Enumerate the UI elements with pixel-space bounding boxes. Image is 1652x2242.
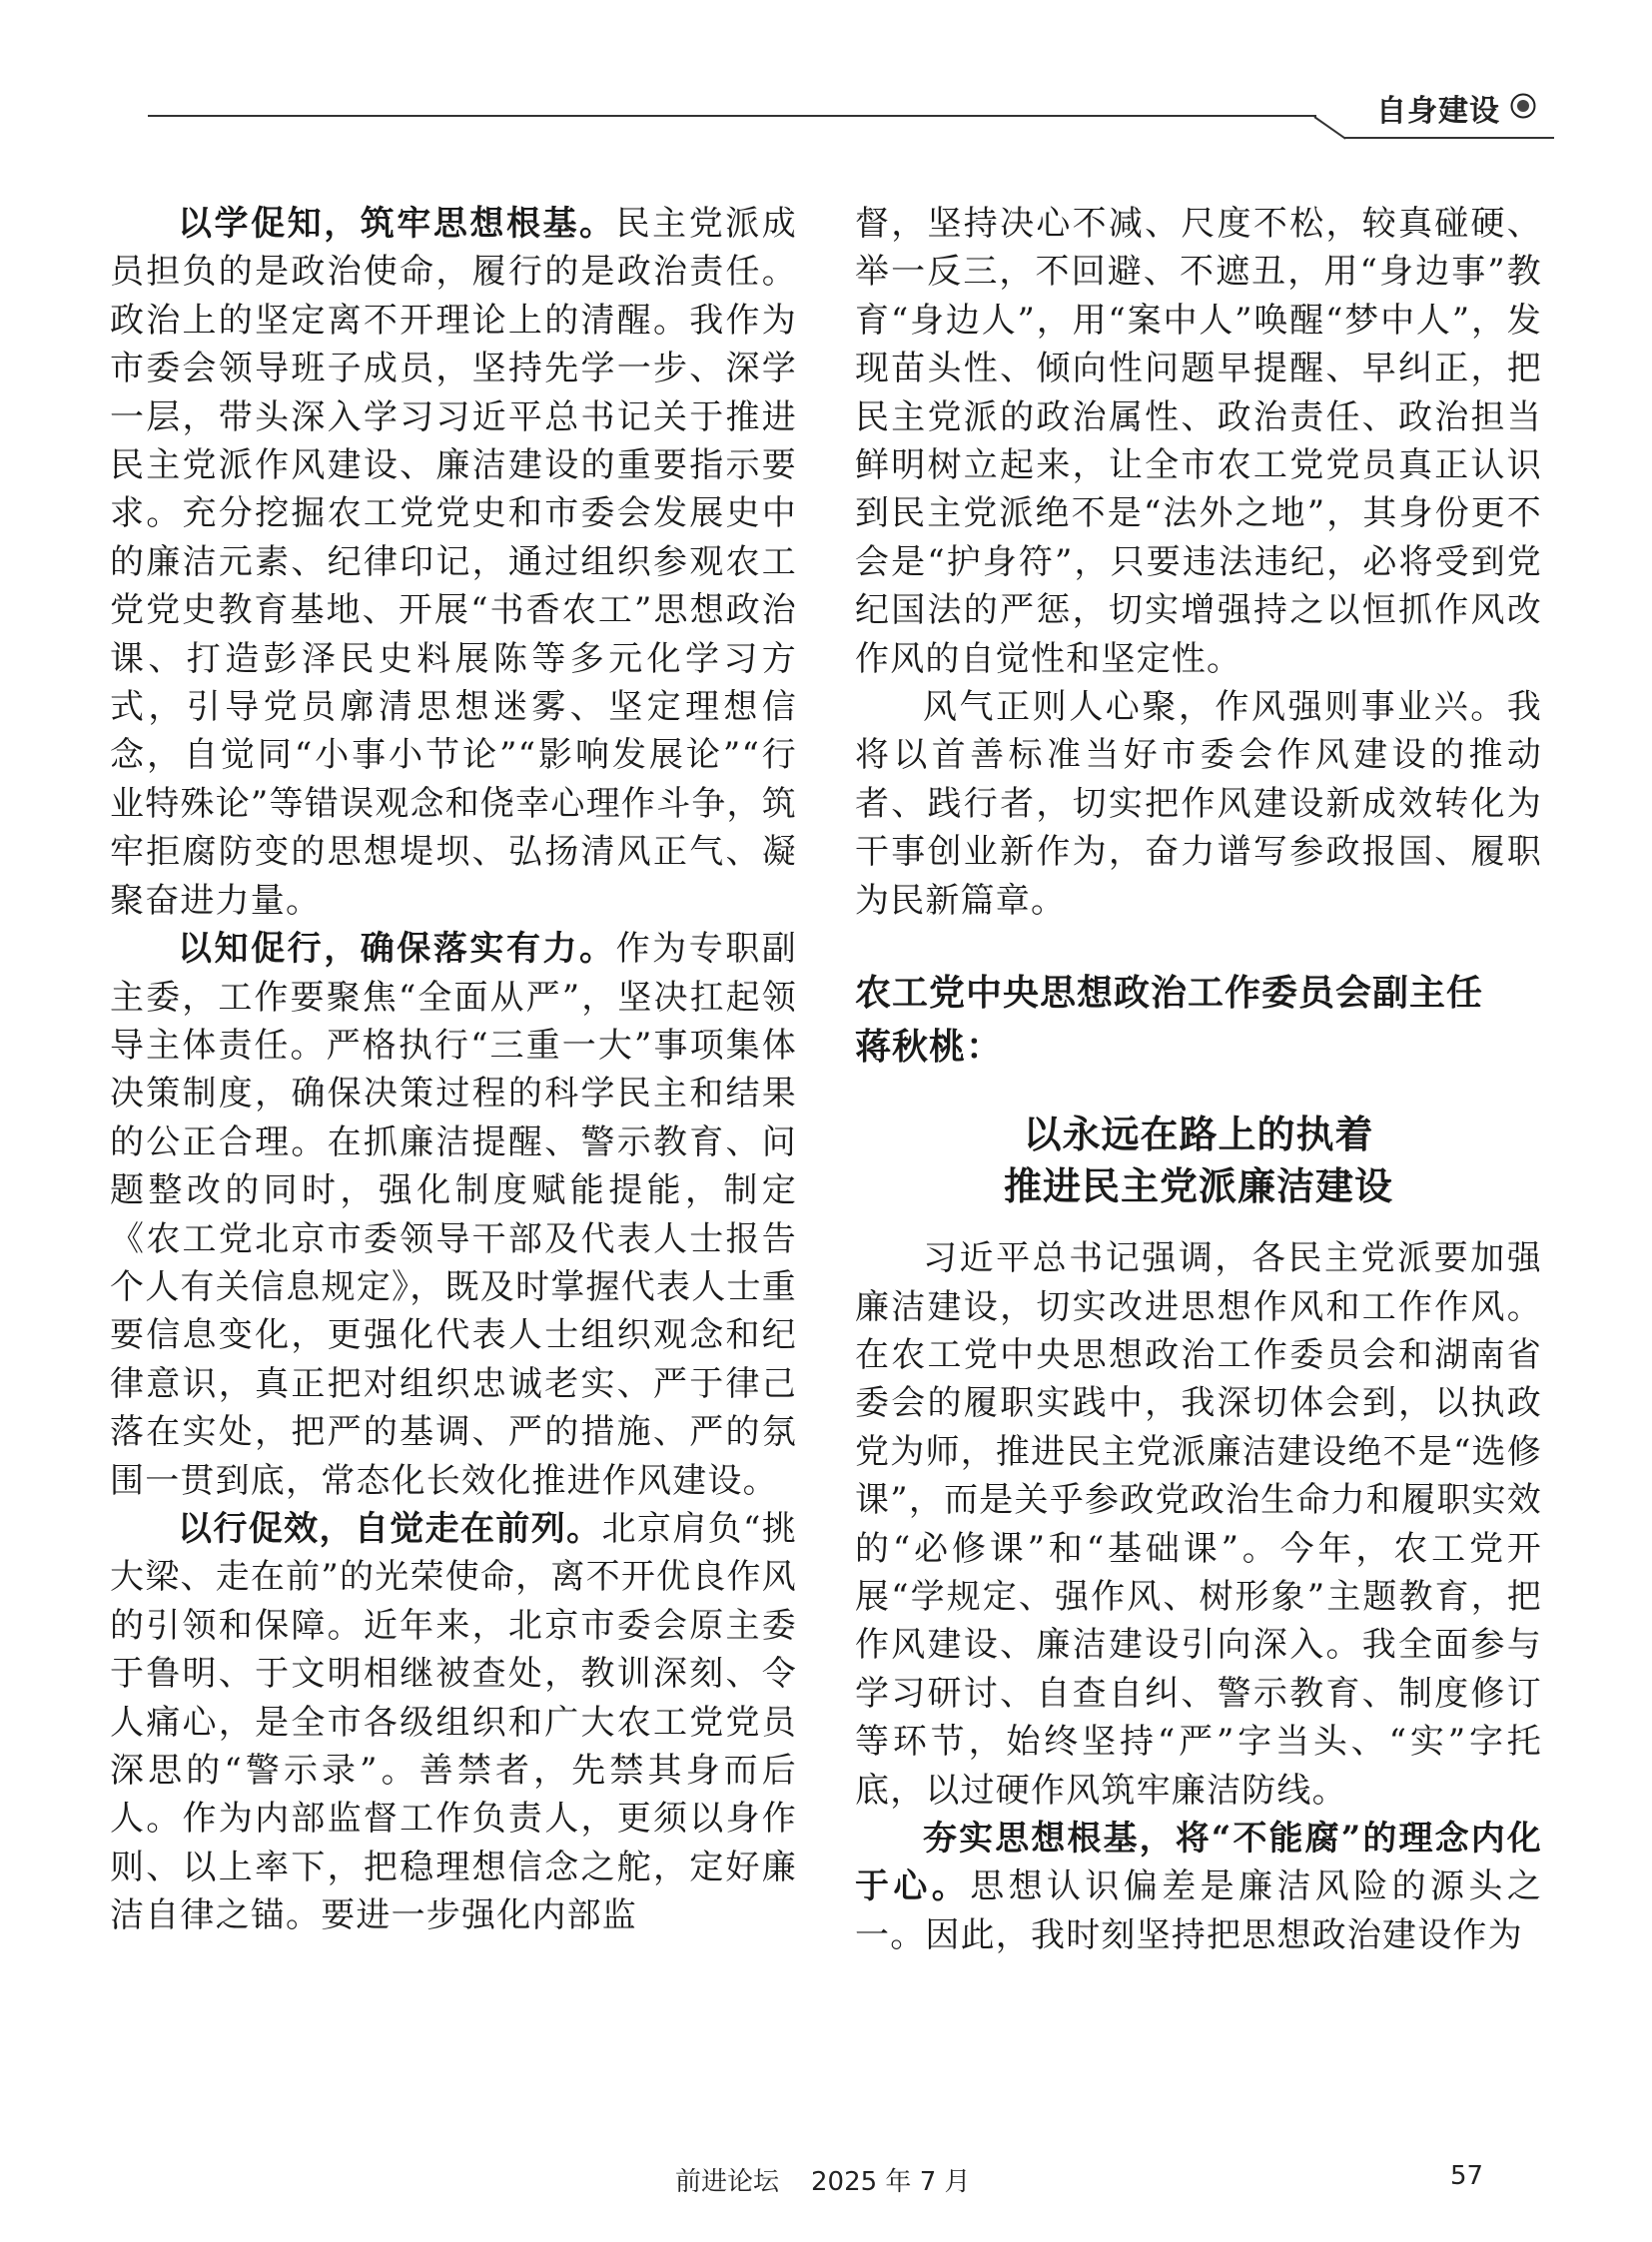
- paragraph-lead: 以行促效，自觉走在前列。: [178, 1508, 602, 1549]
- header-rule: [148, 115, 1316, 117]
- paragraph: [110, 925, 797, 1505]
- section-label: 自身建设: [1376, 94, 1500, 129]
- footer-publication: 前进论坛: [675, 2167, 780, 2197]
- continued-paragraph: 督，坚持决心不减、尺度不松，较真碰硬、举一反三，不回避、不遮丑，用“身边事”教育“身边人”，用“案中人”唤醒“梦中人”，发现苗头性、倾向性问题早提醒、早纠正，把民主党派的政治属性、政治责任、政治担当鲜明树立起来，让全市农工党党员真正认识到民主党派绝不是“法外之地”，其身份更不会是“护身符”，只要违法违纪，必将受到党纪国法的严惩，切实增强持之以恒抓作风改作风的自觉性和坚定性。: [855, 204, 1542, 679]
- paragraph-lead: 以知促行，确保落实有力。: [178, 929, 616, 970]
- closing-paragraph: 风气正则人心聚，作风强则事业兴。我将以首善标准当好市委会作风建设的推动者、践行者，切实把作风建设新成效转化为干事创业新作为，奋力谱写参政报国、履职为民新篇章。: [855, 687, 1542, 921]
- footer-issue: 2025 年 7 月: [811, 2167, 971, 2197]
- speaker-title: 农工党中央思想政治工作委员会副主任: [855, 973, 1484, 1015]
- paragraph-text: 民主党派成员担负的是政治使命，履行的是政治责任。政治上的坚定离不开理论上的清醒。我作为市委会领导班子成员，坚持先学一步、深学一层，带头深入学习习近平总书记关于推进民主党派作风建设、廉洁建设的重要指示要求。充分挖掘农工党党史和市委会发展史中的廉洁元素、纪律印记，通过组织参观农工党党史教育基地、开展“书香农工”思想政治课、打造彭泽民史料展陈等多元化学习方式，引导党员廓清思想迷雾、坚定理想信念，自觉同“小事小节论”“影响发展论”“行业特殊论”等错误观念和侥幸心理作斗争，筑牢拒腐防变的思想堤坝、弘扬清风正气、凝聚奋进力量。: [110, 204, 798, 921]
- header-rule-right: [1344, 137, 1554, 139]
- page-number: 57: [1450, 2161, 1484, 2191]
- article-title-line2: 推进民主党派廉洁建设: [1003, 1164, 1393, 1209]
- paragraph: [110, 1505, 797, 1940]
- speaker-heading: [855, 967, 1542, 1075]
- article-title-line1: 以永远在路上的执着: [1023, 1113, 1374, 1157]
- paragraph-lead: 以学促知，筑牢思想根基。: [178, 204, 616, 244]
- speaker-name: 蒋秋桃：: [855, 1027, 1004, 1069]
- intro-paragraph: 习近平总书记强调，各民主党派要加强廉洁建设，切实改进思想作风和工作作风。在农工党中央思想政治工作委员会和湖南省委会的履职实践中，我深切体会到，以执政党为师，推进民主党派廉洁建设绝不是“选修课”，而是关乎参政党政治生命力和履职实效的“必修课”和“基础课”。今年，农工党开展“学规定、强作风、树形象”主题教育，把作风建设、廉洁建设引向深入。我全面参与学习研讨、自查自纠、警示教育、制度修订等环节，始终坚持“严”字当头、“实”字托底，以过硬作风筑牢廉洁防线。: [855, 1238, 1542, 1811]
- paragraph-lead: 夯实思想根基，将“不能腐”的理念内化于心。: [855, 1818, 1542, 1907]
- paragraph: [855, 1815, 1542, 1959]
- paragraph: [110, 200, 797, 925]
- article-title: [855, 1109, 1542, 1212]
- paragraph-text: 思想认识偏差是廉洁风险的源头之一。因此，我时刻坚持把思想政治建设作为: [855, 1867, 1542, 1955]
- paragraph-text: 北京肩负“挑大梁、走在前”的光荣使命，离不开优良作风的引领和保障。近年来，北京市委会原主委于鲁明、于文明相继被查处，教训深刻、令人痛心，是全市各级组织和广大农工党党员深思的“警示录”。善禁者，先禁其身而后人。作为内部监督工作负责人，更须以身作则、以上率下，把稳理想信念之舵，定好廉洁自律之锚。要进一步强化内部监: [110, 1508, 797, 1936]
- header-rule-bend: [1313, 116, 1345, 139]
- right-column: [855, 200, 1542, 1959]
- target-circle-icon: [1510, 93, 1536, 119]
- left-column: [110, 200, 797, 1940]
- paragraph-text: 作为专职副主委，工作要聚焦“全面从严”，坚决扛起领导主体责任。严格执行“三重一大”事项集体决策制度，确保决策过程的科学民主和结果的公正合理。在抓廉洁提醒、警示教育、问题整改的同时，强化制度赋能提能，制定《农工党北京市委领导干部及代表人士报告个人有关信息规定》，既及时掌握代表人士重要信息变化，更强化代表人士组织观念和纪律意识，真正把对组织忠诚老实、严于律己落在实处，把严的基调、严的措施、严的氛围一贯到底，常态化长效化推进作风建设。: [110, 929, 798, 1501]
